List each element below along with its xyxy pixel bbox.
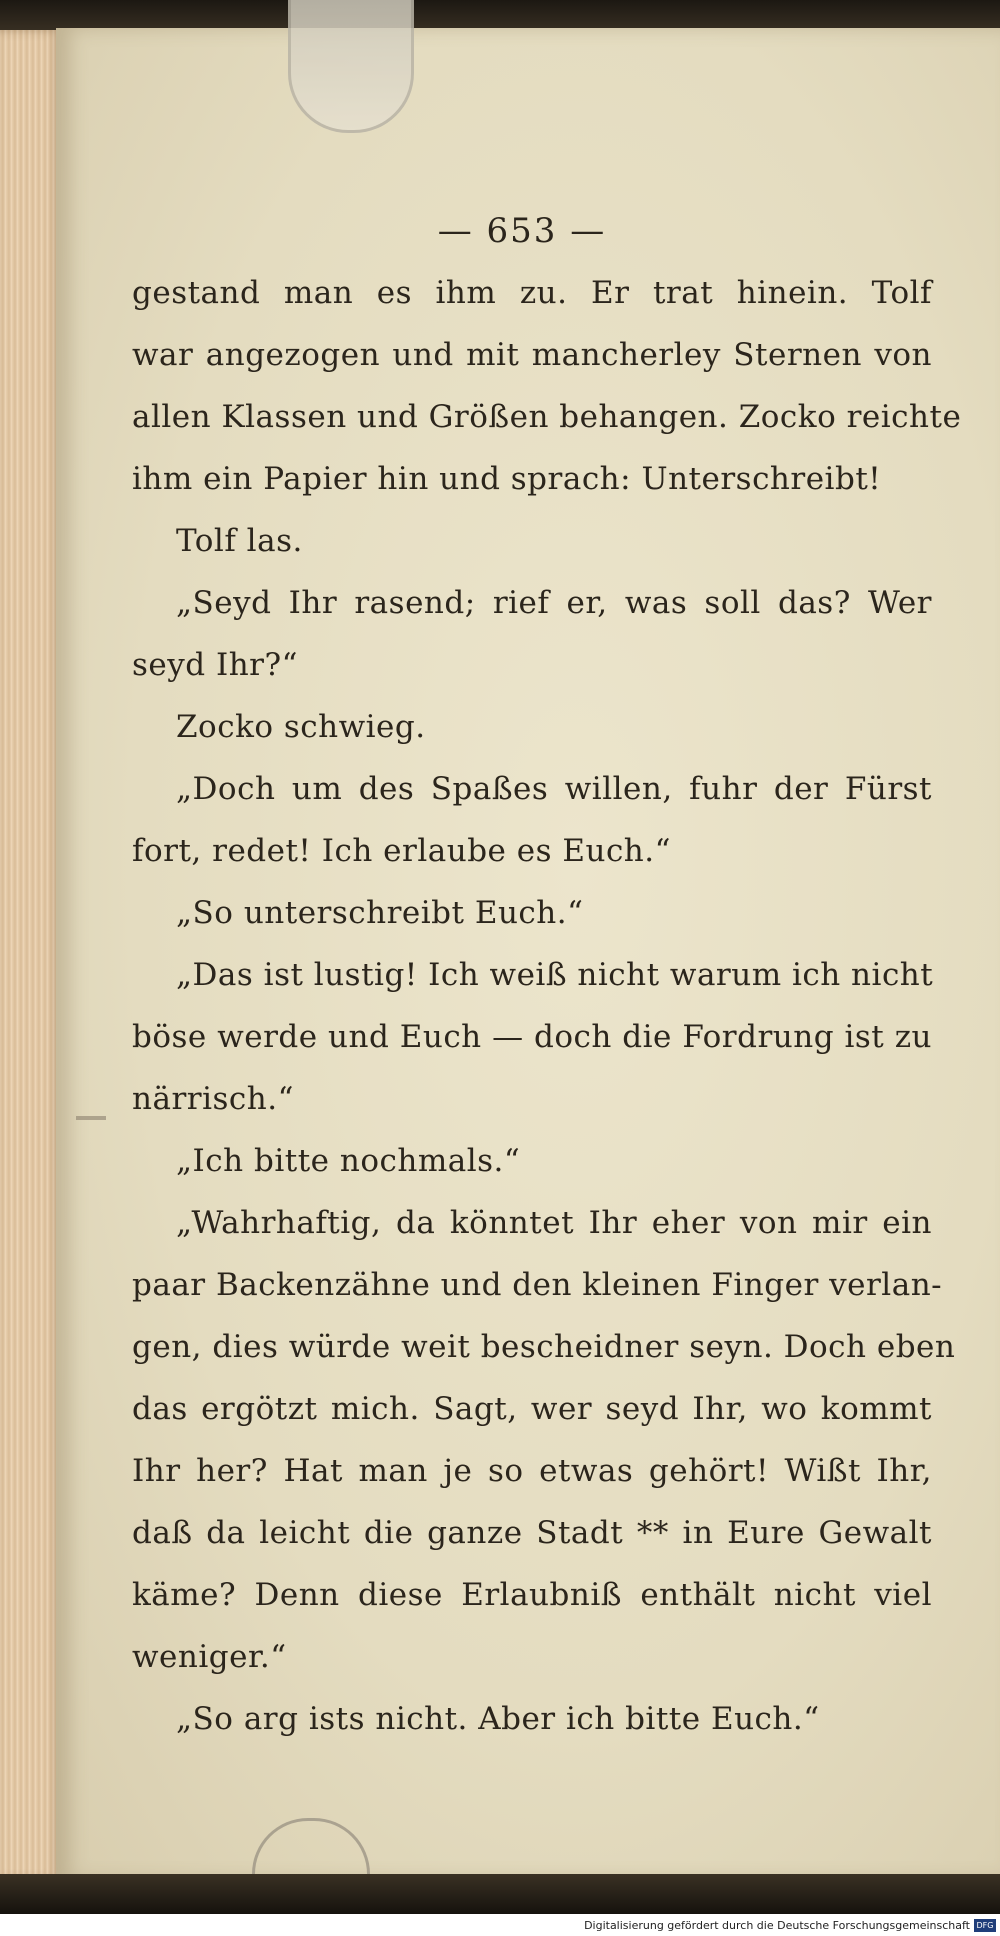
book-cover-bottom [0,1874,1000,1914]
text-line: war angezogen und mit mancherley Sternen von [132,337,932,373]
text-line: „Seyd Ihr rasend; rief er, was soll das? Wer [176,585,932,621]
text-line: seyd Ihr?“ [132,647,298,683]
footer-strip [0,1914,1000,1936]
text-line: „So unterschreibt Euch.“ [176,895,584,931]
dfg-logo: DFG [974,1919,996,1932]
text-line: „Ich bitte nochmals.“ [176,1143,521,1179]
text-line: „Das ist lustig! Ich weiß nicht warum ich nicht [176,957,934,993]
text-line: närrisch.“ [132,1081,294,1117]
text-line: käme? Denn diese Erlaubniß enthält nicht viel [132,1577,932,1613]
digitization-credit: Digitalisierung gefördert durch die Deutsche Forschungsgemeinschaft [584,1919,970,1932]
text-line: gen, dies würde weit bescheidner seyn. Doch eben [132,1329,956,1365]
margin-mark [76,1116,106,1120]
text-line: das ergötzt mich. Sagt, wer seyd Ihr, wo kommt [132,1391,932,1427]
text-line: allen Klassen und Größen behangen. Zocko reichte [132,399,962,435]
text-lines [132,262,962,1750]
text-line: paar Backenzähne und den kleinen Finger verlan- [132,1267,943,1303]
text-line: fort, redet! Ich erlaube es Euch.“ [132,833,671,869]
text-line: ihm ein Papier hin und sprach: Unterschreibt! [132,461,882,497]
page-text [132,200,962,1750]
page-number: — 653 — [437,211,607,251]
text-line: gestand man es ihm zu. Er trat hinein. Tolf [132,275,932,311]
text-line: „Doch um des Spaßes willen, fuhr der Fürst [176,771,932,807]
text-line: weniger.“ [132,1639,287,1675]
text-line: Ihr her? Hat man je so etwas gehört! Wißt Ihr, [132,1453,932,1489]
page-clip [288,0,414,133]
text-line: Tolf las. [176,523,303,559]
text-line: „So arg ists nicht. Aber ich bitte Euch.“ [176,1701,820,1737]
page-edges [0,30,62,1880]
text-line: Zocko schwieg. [176,709,426,745]
text-line: böse werde und Euch — doch die Fordrung ist zu [132,1019,932,1055]
text-line: daß da leicht die ganze Stadt ** in Eure Gewalt [132,1515,932,1551]
text-line: „Wahrhaftig, da könntet Ihr eher von mir ein [176,1205,932,1241]
